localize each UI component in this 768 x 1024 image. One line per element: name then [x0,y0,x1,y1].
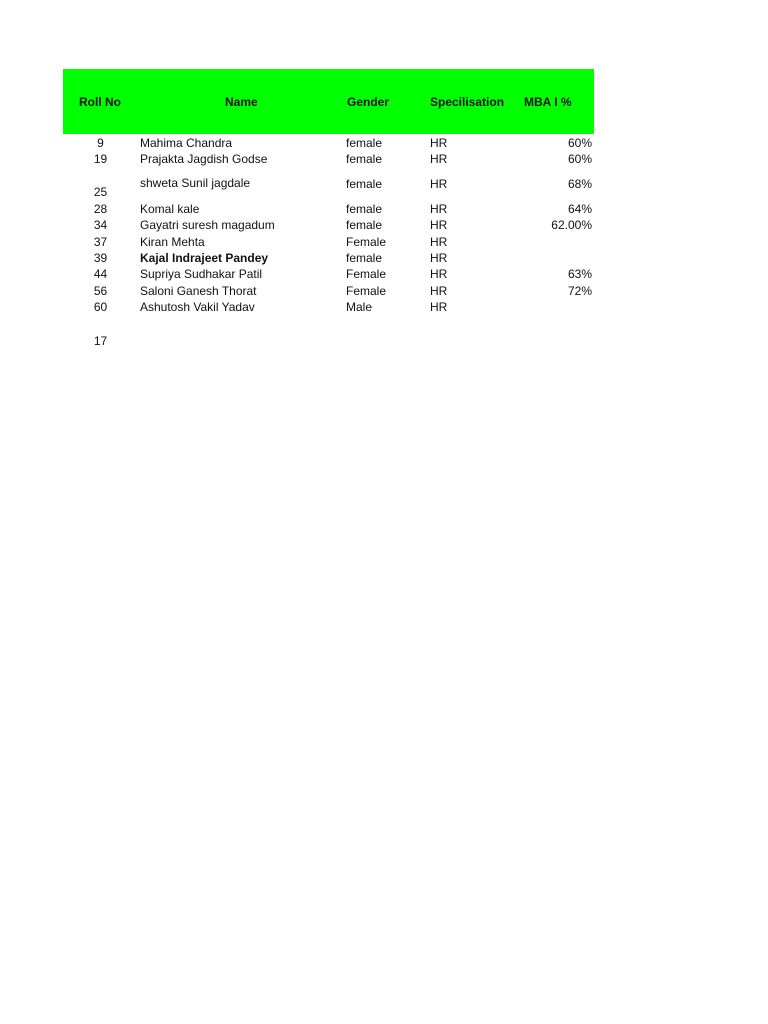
extra-roll-cell[interactable]: 17 [93,334,108,348]
specialisation-cell[interactable]: HR [430,176,448,191]
roll-cell[interactable]: 37 [93,234,108,249]
mba-cell[interactable]: 63% [567,267,592,282]
mba-cell[interactable]: 68% [567,176,592,191]
roll-cell[interactable]: 60 [93,300,108,315]
table-row [63,282,594,298]
roll-cell[interactable]: 25 [93,184,108,199]
name-cell[interactable]: Ashutosh Vakil Yadav [140,300,255,315]
specialisation-cell[interactable]: HR [430,136,448,150]
name-cell[interactable]: Kajal Indrajeet Pandey [140,250,269,265]
gender-cell[interactable]: Female [346,234,387,249]
specialisation-cell[interactable]: HR [430,201,448,216]
table-row [63,150,594,166]
gender-cell[interactable]: Female [346,283,387,298]
mba-cell[interactable]: 60% [567,152,592,167]
mba-cell[interactable]: 60% [567,136,592,150]
specialisation-cell[interactable]: HR [430,267,448,282]
name-cell[interactable]: Mahima Chandra [140,136,233,150]
table-row [63,216,594,232]
roll-cell[interactable]: 56 [93,283,108,298]
header-name[interactable]: Name [225,95,258,109]
specialisation-cell[interactable]: HR [430,300,448,315]
header-mba-percent[interactable]: MBA I % [524,95,572,109]
gender-cell[interactable]: female [346,201,383,216]
table-row [63,298,594,314]
name-cell[interactable]: Kiran Mehta [140,234,205,249]
spreadsheet [63,69,594,315]
name-cell[interactable]: shweta Sunil jagdale [140,175,251,190]
header-specialisation[interactable]: Specilisation [430,95,505,109]
table-row [63,167,594,200]
roll-cell[interactable]: 9 [97,136,104,150]
name-cell[interactable]: Gayatri suresh magadum [140,218,275,233]
name-cell[interactable]: Supriya Sudhakar Patil [140,267,263,282]
gender-cell[interactable]: Female [346,267,387,282]
table-row [63,134,594,150]
specialisation-cell[interactable]: HR [430,250,448,265]
gender-cell[interactable]: female [346,250,383,265]
table-header [63,69,594,134]
name-cell[interactable]: Saloni Ganesh Thorat [140,283,257,298]
roll-cell[interactable]: 28 [93,201,108,216]
table-body [63,134,594,315]
table-row [63,233,594,249]
specialisation-cell[interactable]: HR [430,218,448,233]
specialisation-cell[interactable]: HR [430,283,448,298]
mba-cell[interactable]: 72% [567,283,592,298]
header-gender[interactable]: Gender [347,95,390,109]
gender-cell[interactable]: female [346,136,383,150]
gender-cell[interactable]: female [346,218,383,233]
gender-cell[interactable]: Male [346,300,373,315]
gender-cell[interactable]: female [346,152,383,167]
roll-cell[interactable]: 44 [93,267,108,282]
header-roll-no[interactable]: Roll No [79,95,121,109]
table-row [63,200,594,216]
mba-cell[interactable]: 64% [567,201,592,216]
specialisation-cell[interactable]: HR [430,152,448,167]
name-cell[interactable]: Prajakta Jagdish Godse [140,152,268,167]
table-row [63,249,594,265]
roll-cell[interactable]: 19 [93,152,108,167]
roll-cell[interactable]: 39 [93,250,108,265]
mba-cell[interactable]: 62.00% [551,218,592,233]
table-row [63,265,594,281]
roll-cell[interactable]: 34 [93,218,108,233]
name-cell[interactable]: Komal kale [140,201,200,216]
gender-cell[interactable]: female [346,176,383,191]
specialisation-cell[interactable]: HR [430,234,448,249]
